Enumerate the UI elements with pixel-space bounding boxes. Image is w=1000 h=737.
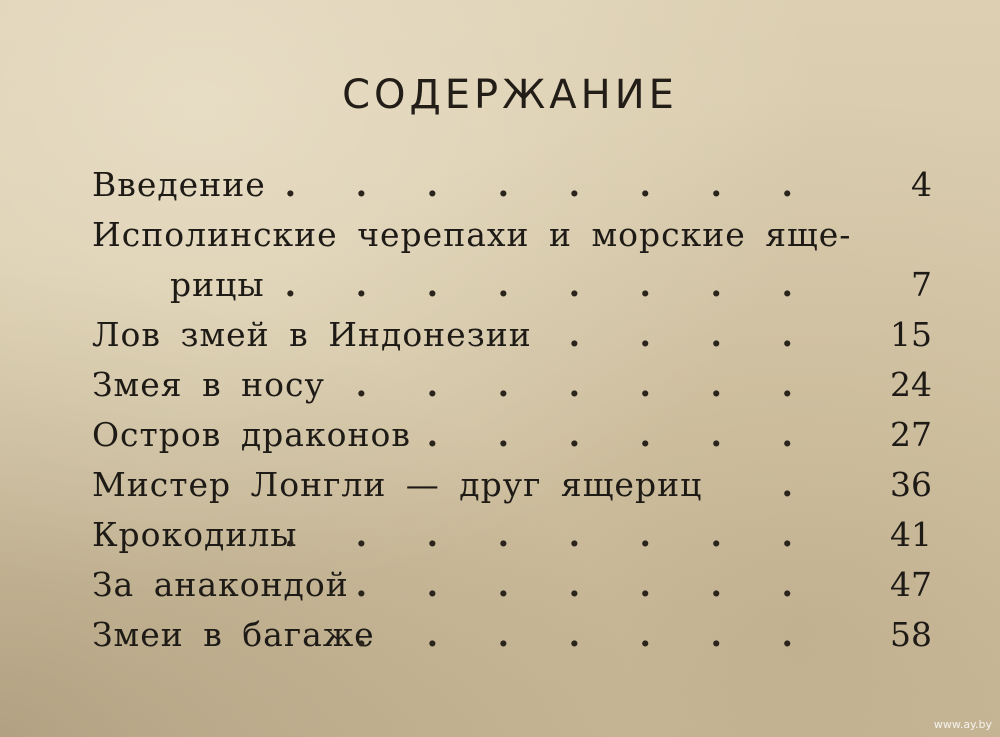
toc-page-number: 41 (890, 515, 932, 554)
leader-dots: . . . . . . (426, 415, 817, 454)
table-of-contents (92, 160, 932, 660)
toc-entry (92, 360, 932, 410)
toc-page-number: 15 (890, 315, 932, 354)
toc-entry-title: Крокодилы (92, 515, 298, 554)
watermark: www.ay.by (933, 718, 992, 731)
toc-page-number: 7 (911, 265, 932, 304)
leader-dots: . (781, 465, 817, 504)
toc-page-number: 58 (890, 615, 932, 654)
toc-entry-title: Лов змей в Индонезии (92, 315, 532, 354)
toc-page-number: 36 (890, 465, 932, 504)
leader-dots: . . . . . . . . (284, 265, 817, 304)
toc-entry (92, 460, 932, 510)
leader-dots: . . . . . . . (355, 615, 817, 654)
toc-entry-title: Исполинские черепахи и морские яще- (92, 215, 852, 254)
toc-entry-title: Змея в носу (92, 365, 325, 404)
toc-entry (92, 310, 932, 360)
toc-page-number: 4 (911, 165, 932, 204)
toc-entry-title: Змеи в багаже (92, 615, 375, 654)
page-title: СОДЕРЖАНИЕ (342, 72, 678, 118)
leader-dots: . . . . . . . (355, 365, 817, 404)
toc-page-number: 24 (890, 365, 932, 404)
toc-entry (92, 510, 932, 560)
leader-dots: . . . . . . . (355, 565, 817, 604)
toc-entry-title: За анакондой (92, 565, 349, 604)
toc-entry-title: Введение (92, 165, 266, 204)
leader-dots: . . . . . . . . (284, 515, 817, 554)
toc-entry-title-continued: рицы (170, 265, 265, 304)
toc-entry (92, 160, 932, 210)
toc-entry (92, 610, 932, 660)
leader-dots: . . . . (568, 315, 817, 354)
toc-entry (92, 560, 932, 610)
toc-entry (92, 410, 932, 460)
toc-entry (92, 210, 932, 260)
toc-page-number: 47 (890, 565, 932, 604)
toc-page-number: 27 (890, 415, 932, 454)
leader-dots: . . . . . . . . (284, 165, 817, 204)
toc-entry-title: Остров драконов (92, 415, 411, 454)
toc-entry (92, 260, 932, 310)
toc-entry-title: Мистер Лонгли — друг ящериц (92, 465, 703, 504)
